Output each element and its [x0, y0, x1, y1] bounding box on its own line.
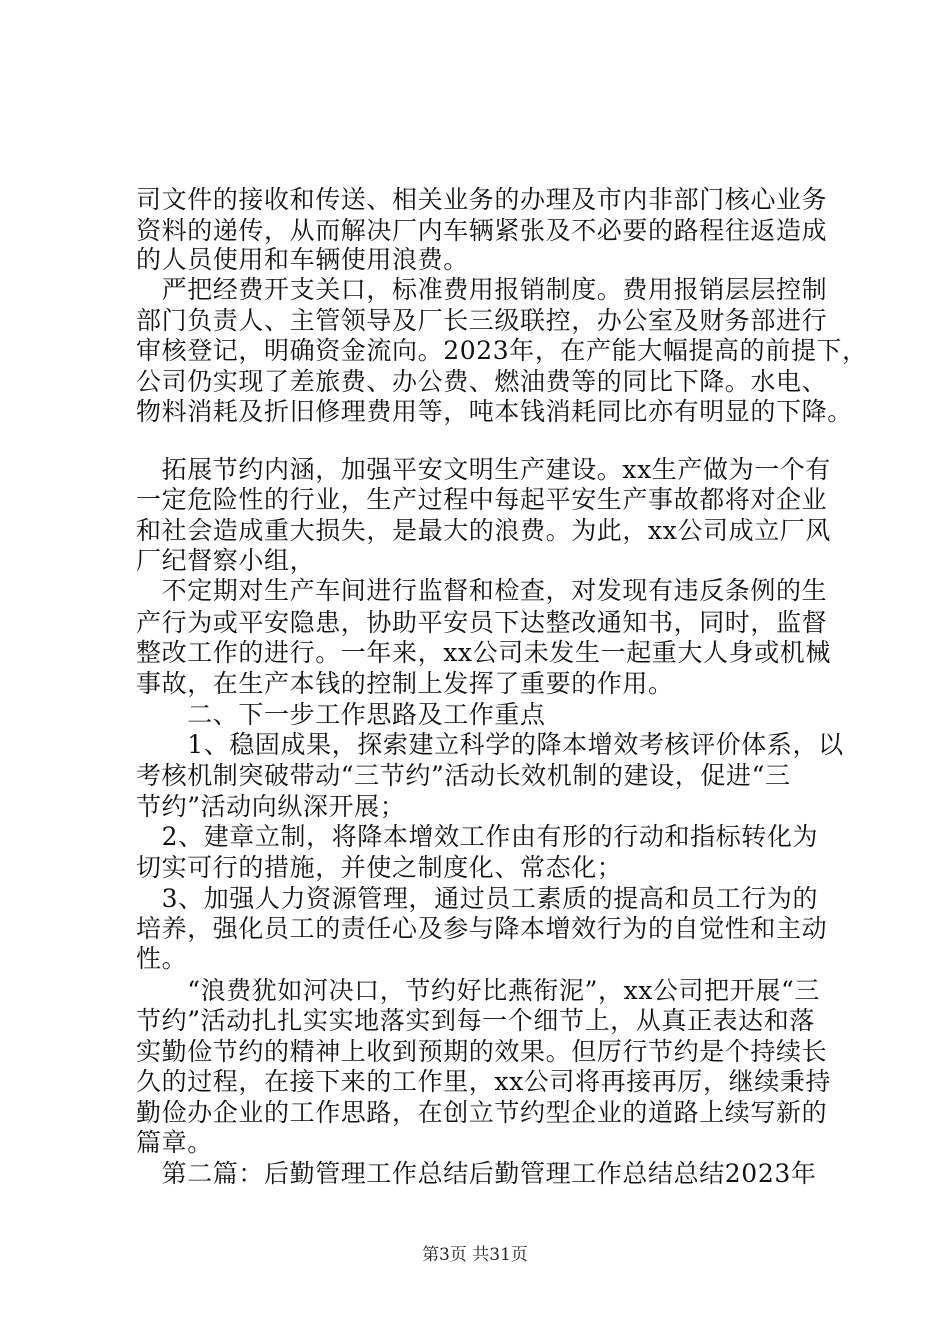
text-line: 勤俭办企业的工作思路，在创立节约型企业的道路上续写新的: [136, 1098, 828, 1127]
text-line: 资料的递传，从而解决厂内车辆紧张及不必要的路程往返造成: [136, 216, 828, 245]
text-line: 不定期对生产车间进行监督和检查，对发现有违反条例的生: [136, 576, 828, 605]
text-line: 2、建章立制，将降本增效工作由有形的行动和指标转化为: [136, 822, 819, 851]
page-footer: 第3页 共31页: [422, 1245, 528, 1265]
text-line: 第二篇：后勤管理工作总结后勤管理工作总结总结2023年: [136, 1159, 817, 1188]
text-line: 一定危险性的行业，生产过程中每起平安生产事故都将对企业: [136, 485, 828, 514]
text-line: 司文件的接收和传送、相关业务的办理及市内非部门核心业务: [136, 185, 828, 214]
text-line: 实勤俭节约的精神上收到预期的效果。但厉行节约是个持续长: [136, 1037, 828, 1066]
text-line: 和社会造成重大损失，是最大的浪费。为此，xx公司成立厂风: [136, 516, 832, 545]
text-line: 产行为或平安隐患，协助平安员下达整改通知书，同时，监督: [136, 608, 828, 637]
text-line: 二、下一步工作思路及工作重点: [136, 700, 546, 729]
text-line: 严把经费开支关口，标准费用报销制度。费用报销层层控制: [136, 275, 828, 304]
text-line: 篇章。: [136, 1128, 213, 1157]
text-line: 审核登记，明确资金流向。2023年，在产能大幅提高的前提下，: [136, 336, 868, 365]
text-line: 性。: [136, 944, 188, 973]
text-line: 部门负责人、主管领导及厂长三级联控，办公室及财务部进行: [136, 306, 828, 335]
text-line: 事故，在生产本钱的控制上发挥了重要的作用。: [136, 669, 674, 698]
text-line: 久的过程，在接下来的工作里，xx公司将再接再厉，继续秉持: [136, 1067, 832, 1096]
text-line: 节约”活动扎扎实实地落实到每一个细节上，从真正表达和落: [136, 1006, 815, 1035]
text-line: 3、加强人力资源管理，通过员工素质的提高和员工行为的: [136, 884, 819, 913]
text-line: 拓展节约内涵，加强平安文明生产建设。xx生产做为一个有: [136, 455, 832, 484]
text-line: 厂纪督察小组，: [136, 546, 316, 575]
text-line: 节约”活动向纵深开展；: [136, 792, 406, 821]
text-line: 考核机制突破带动“三节约”活动长效机制的建设，促进“三: [136, 761, 791, 790]
text-line: 培养，强化员工的责任心及参与降本增效行为的自觉性和主动: [136, 914, 828, 943]
text-line: 物料消耗及折旧修理费用等，吨本钱消耗同比亦有明显的下降。: [136, 397, 853, 426]
text-line: 1、稳固成果，探索建立科学的降本增效考核评价体系，以: [136, 730, 844, 759]
text-line: “浪费犹如河决口，节约好比燕衔泥”，xx公司把开展“三: [136, 976, 820, 1005]
text-line: 公司仍实现了差旅费、办公费、燃油费等的同比下降。水电、: [136, 367, 828, 396]
text-line: 切实可行的措施，并使之制度化、常态化；: [136, 853, 623, 882]
text-line: 整改工作的进行。一年来，xx公司未发生一起重大人身或机械: [136, 638, 832, 667]
text-line: 的人员使用和车辆使用浪费。: [136, 245, 469, 274]
